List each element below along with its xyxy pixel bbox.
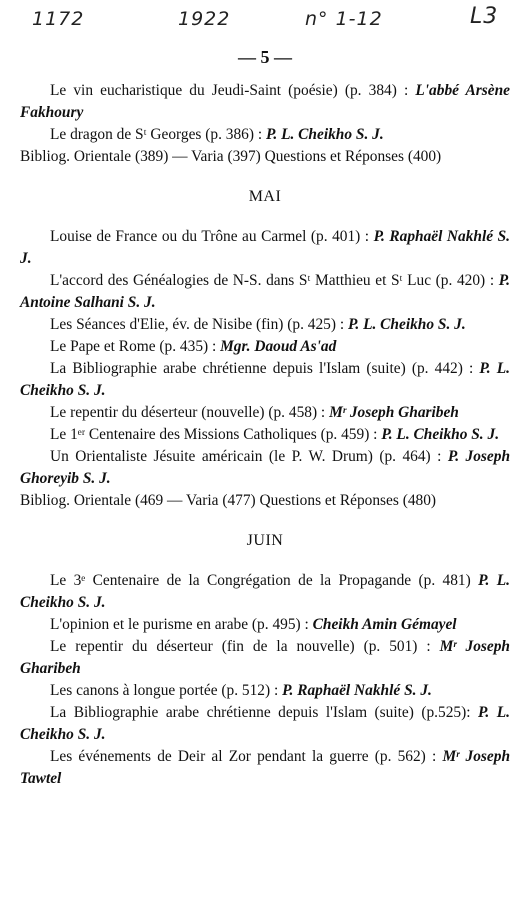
entry-title: L'opinion et le purisme en arabe (p. 495) : [50, 616, 313, 633]
entry-title: La Bibliographie arabe chrétienne depuis l'Islam (suite) (p. 442) : [50, 360, 480, 377]
toc-entry [20, 402, 510, 424]
entry-author: P. L. Cheikho S. J. [381, 426, 500, 443]
section-title-mai: MAI [248, 188, 282, 205]
toc-entry [20, 490, 510, 512]
toc-entry [20, 746, 510, 790]
toc-entry [20, 446, 510, 490]
entry-title: Le Pape et Rome (p. 435) : [50, 338, 221, 355]
entry-author: Cheikh Amin Gémayel [312, 616, 457, 633]
entry-author: Mgr. Daoud As'ad [220, 338, 337, 355]
handwritten-note-3: n° 1-12 [305, 8, 383, 30]
entry-title: Louise de France ou du Trône au Carmel (p. 401) : [50, 228, 374, 245]
entry-title: Les événements de Deir al Zor pendant la guerre (p. 562) : [50, 748, 443, 765]
entry-author: P. Raphaël Nakhlé S. J. [282, 682, 432, 699]
entry-title: Le repentir du déserteur (fin de la nouvelle) (p. 501) : [50, 638, 440, 655]
toc-entry [20, 424, 510, 446]
toc-entry [20, 146, 510, 168]
entry-author: P. L. Cheikho S. J. [20, 704, 510, 743]
section-title-juin: JUIN [246, 532, 284, 549]
handwritten-note-1: 1172 [32, 8, 85, 30]
entry-title: Le dragon de Sᵗ Georges (p. 386) : [50, 126, 266, 143]
entry-title: L'accord des Généalogies de N-S. dans Sᵗ Matthieu et Sᵗ Luc (p. 420) : [50, 272, 499, 289]
entry-author: P. L. Cheikho S. J. [347, 316, 466, 333]
entry-title: Le 1ᵉʳ Centenaire des Missions Catholiques (p. 459) : [50, 426, 382, 443]
entry-author: P. L. Cheikho S. J. [20, 572, 510, 611]
toc-entry [20, 124, 510, 146]
page-number: — 5 — [238, 47, 292, 67]
entry-author: P. Joseph Ghoreyib S. J. [20, 448, 510, 487]
entry-title: La Bibliographie arabe chrétienne depuis l'Islam (suite) (p.525): [50, 704, 478, 721]
entry-title: Bibliog. Orientale (469 — Varia (477) Questions et Réponses (480) [20, 492, 437, 509]
entry-title: Un Orientaliste Jésuite américain (le P. W. Drum) (p. 464) : [50, 448, 448, 465]
entry-author: Mʳ Joseph Gharibeh [329, 404, 459, 421]
entry-author: Mʳ Joseph Gharibeh [20, 638, 510, 677]
toc-entry [20, 702, 510, 746]
entry-title: Bibliog. Orientale (389) — Varia (397) Questions et Réponses (400) [20, 148, 442, 165]
toc-entry [20, 614, 510, 636]
entry-title: Le vin eucharistique du Jeudi-Saint (poésie) (p. 384) : [50, 82, 416, 99]
entry-title: Les canons à longue portée (p. 512) : [50, 682, 283, 699]
entry-title: Les Séances d'Elie, év. de Nisibe (fin) (p. 425) : [50, 316, 348, 333]
entry-author: L'abbé Arsène Fakhoury [20, 82, 510, 121]
toc-entry [20, 358, 510, 402]
entry-author: P. L. Cheikho S. J. [20, 360, 510, 399]
toc-entry [20, 336, 510, 358]
toc-entry [20, 680, 510, 702]
entry-title: Le repentir du déserteur (nouvelle) (p. 458) : [50, 404, 330, 421]
toc-entry [20, 226, 510, 270]
toc-entry [20, 270, 510, 314]
toc-entry [20, 80, 510, 124]
entry-title: Le 3ᵉ Centenaire de la Congrégation de la Propagande (p. 481) [50, 572, 479, 589]
entry-author: P. Raphaël Nakhlé S. J. [20, 228, 511, 267]
table-of-contents [20, 80, 510, 790]
toc-entry [20, 570, 510, 614]
entry-author: Mʳ Joseph Tawtel [20, 748, 510, 787]
handwritten-note-2: 1922 [178, 8, 231, 30]
toc-entry [20, 636, 510, 680]
entry-author: P. L. Cheikho S. J. [265, 126, 384, 143]
entry-author: P. Antoine Salhani S. J. [20, 272, 510, 311]
toc-entry [20, 314, 510, 336]
handwritten-note-4: L3 [470, 4, 499, 29]
